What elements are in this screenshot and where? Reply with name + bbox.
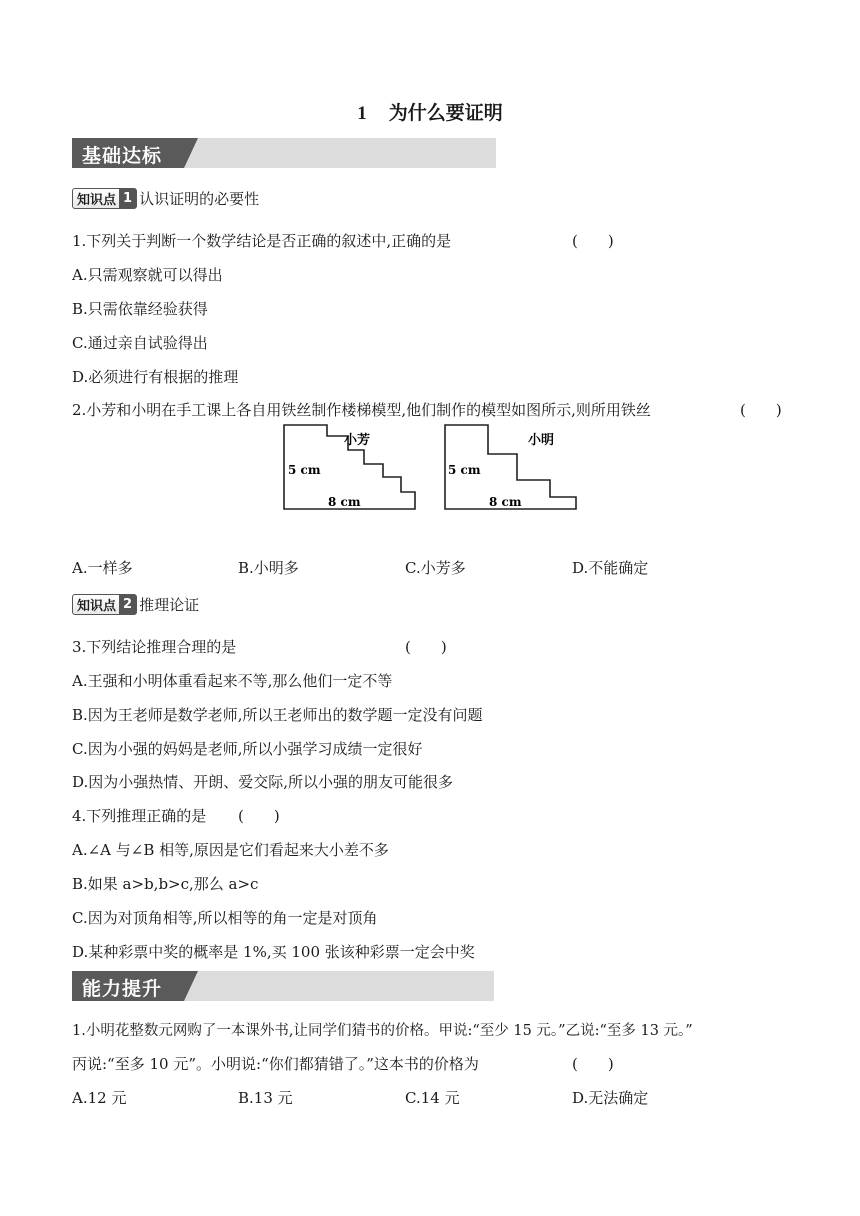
- p1-stem-line2: 丙说:“至多 10 元”。小明说:“你们都猜错了。”这本书的价格为: [72, 1055, 479, 1073]
- q4-stem: 4.下列推理正确的是: [72, 807, 207, 825]
- q3-option-d: D.因为小强热情、开朗、爱交际,所以小强的朋友可能很多: [72, 773, 454, 791]
- p1-paren: ( ): [572, 1055, 614, 1073]
- p1-option-b: B.13 元: [238, 1089, 293, 1107]
- q3-option-b: B.因为王老师是数学老师,所以王老师出的数学题一定没有问题: [72, 706, 483, 724]
- q2-option-c: C.小芳多: [405, 559, 466, 577]
- q2-stem: 2.小芳和小明在手工课上各自用铁丝制作楼梯模型,他们制作的模型如图所示,则所用铁丝: [72, 401, 651, 419]
- fig-left-height: 5 cm: [288, 463, 321, 477]
- p1-option-d: D.无法确定: [572, 1089, 649, 1107]
- q2-option-a: A.一样多: [72, 559, 133, 577]
- kp-text: 推理论证: [139, 596, 200, 614]
- fig-right-name: 小明: [528, 433, 555, 448]
- p1-option-c: C.14 元: [405, 1089, 460, 1107]
- fig-left-name: 小芳: [344, 433, 371, 448]
- staircase-figure: [280, 422, 585, 516]
- q1-paren: ( ): [572, 232, 614, 250]
- q1-option-c: C.通过亲自试验得出: [72, 334, 208, 352]
- fig-right-height: 5 cm: [448, 463, 481, 477]
- q2-option-b: B.小明多: [238, 559, 299, 577]
- q2-paren: ( ): [740, 401, 782, 419]
- section-banner-advanced: [72, 971, 494, 1001]
- q1-stem: 1.下列关于判断一个数学结论是否正确的叙述中,正确的是: [72, 232, 452, 250]
- q3-option-c: C.因为小强的妈妈是老师,所以小强学习成绩一定很好: [72, 740, 423, 758]
- fig-left-width: 8 cm: [328, 495, 361, 509]
- kp-tag: 知识点 1: [72, 188, 137, 209]
- kp-text: 认识证明的必要性: [139, 190, 260, 208]
- fig-right-width: 8 cm: [489, 495, 522, 509]
- section-label-advanced: 能力提升: [82, 978, 163, 1000]
- q1-option-b: B.只需依靠经验获得: [72, 300, 208, 318]
- q4-option-b: B.如果 a>b,b>c,那么 a>c: [72, 875, 259, 893]
- q1-option-d: D.必须进行有根据的推理: [72, 368, 239, 386]
- q3-stem: 3.下列结论推理合理的是: [72, 638, 237, 656]
- q4-option-d: D.某种彩票中奖的概率是 1%,买 100 张该种彩票一定会中奖: [72, 943, 475, 961]
- page-title: [0, 98, 860, 125]
- q2-option-d: D.不能确定: [572, 559, 649, 577]
- title-number: 1: [357, 103, 367, 124]
- p1-stem-line1: 1.小明花整数元网购了一本课外书,让同学们猜书的价格。甲说:“至少 15 元。”乙说:“至多 13 元。”: [72, 1023, 693, 1039]
- q4-option-a: A.∠A 与∠B 相等,原因是它们看起来大小差不多: [72, 841, 389, 859]
- q4-option-c: C.因为对顶角相等,所以相等的角一定是对顶角: [72, 909, 378, 927]
- q4-paren: ( ): [238, 807, 280, 825]
- title-text: 为什么要证明: [388, 102, 503, 124]
- p1-option-a: A.12 元: [72, 1089, 127, 1107]
- knowledge-point-2: [72, 594, 199, 615]
- q1-option-a: A.只需观察就可以得出: [72, 266, 223, 284]
- q3-paren: ( ): [405, 638, 447, 656]
- knowledge-point-1: [72, 188, 259, 209]
- kp-tag: 知识点 2: [72, 594, 137, 615]
- section-banner-basic: [72, 138, 496, 168]
- q3-option-a: A.王强和小明体重看起来不等,那么他们一定不等: [72, 672, 393, 690]
- section-label-basic: 基础达标: [82, 145, 163, 167]
